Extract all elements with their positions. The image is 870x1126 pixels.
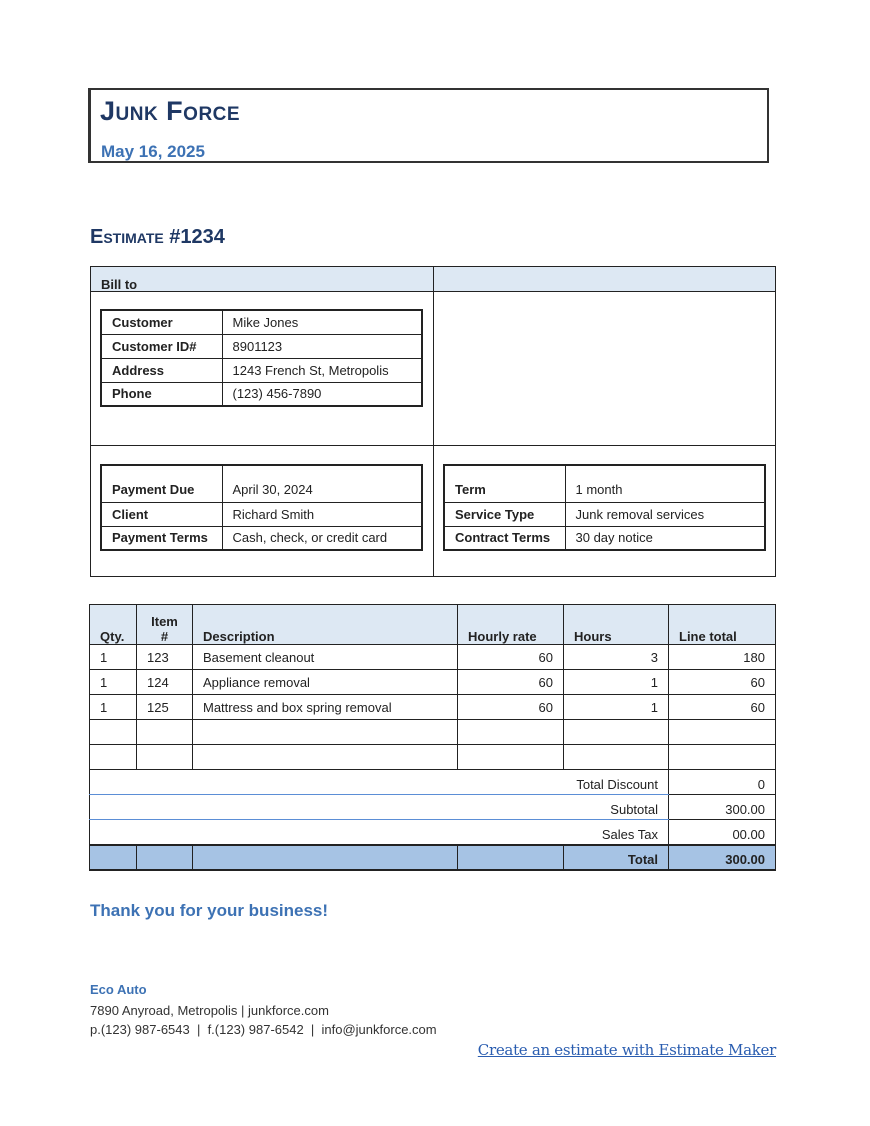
term-label: Term	[444, 465, 565, 502]
payment-terms-label: Payment Terms	[101, 526, 222, 550]
client-value: Richard Smith	[222, 502, 422, 526]
address-row	[101, 358, 422, 382]
subtotal-label: Subtotal	[90, 795, 669, 820]
item-number-cell: 123	[137, 645, 193, 670]
total-row	[90, 845, 776, 870]
payment-due-row	[101, 465, 422, 502]
address-value: 1243 French St, Metropolis	[222, 358, 422, 382]
contract-terms-row	[444, 526, 765, 550]
item-header-line2: #	[160, 629, 169, 644]
empty-cell	[90, 720, 137, 745]
phone-label: Phone	[101, 382, 222, 406]
hours-header: Hours	[564, 605, 669, 645]
sales-tax-label: Sales Tax	[90, 820, 669, 845]
customer-id-row	[101, 334, 422, 358]
contract-terms-label: Contract Terms	[444, 526, 565, 550]
empty-cell	[193, 745, 458, 770]
total-label: Total	[564, 845, 669, 870]
description-cell: Basement cleanout	[193, 645, 458, 670]
bill-to-label: Bill to	[101, 277, 138, 292]
client-row	[101, 502, 422, 526]
estimate-date: May 16, 2025	[101, 142, 205, 161]
table-row	[90, 695, 776, 720]
empty-row	[90, 745, 776, 770]
empty-cell	[669, 745, 776, 770]
service-type-row	[444, 502, 765, 526]
payment-terms-value: Cash, check, or credit card	[222, 526, 422, 550]
empty-cell	[669, 720, 776, 745]
empty-cell	[564, 720, 669, 745]
payment-terms-row	[101, 526, 422, 550]
empty-row	[90, 720, 776, 745]
item-number-cell: 125	[137, 695, 193, 720]
total-discount-label: Total Discount	[90, 770, 669, 795]
term-row	[444, 465, 765, 502]
empty-cell	[193, 720, 458, 745]
line-total-header: Line total	[669, 605, 776, 645]
line-items-table	[89, 604, 776, 871]
term-value: 1 month	[565, 465, 765, 502]
qty-cell: 1	[90, 645, 137, 670]
payment-info-table	[100, 464, 423, 551]
item-header-line1: Item	[151, 614, 178, 629]
phone-value: (123) 456-7890	[222, 382, 422, 406]
terms-info-table	[443, 464, 766, 551]
customer-label: Customer	[101, 310, 222, 334]
estimate-title: Estimate #1234	[90, 226, 225, 248]
customer-id-value: 8901123	[222, 334, 422, 358]
table-row	[90, 670, 776, 695]
total-discount-value: 0	[669, 770, 776, 795]
description-header: Description	[193, 605, 458, 645]
subtotal-row	[90, 795, 776, 820]
client-label: Client	[101, 502, 222, 526]
hourly-rate-cell: 60	[458, 645, 564, 670]
bill-to-section	[90, 266, 776, 577]
sales-tax-value: 00.00	[669, 820, 776, 845]
payment-due-label: Payment Due	[101, 465, 222, 502]
bill-to-divider-vertical	[433, 267, 434, 576]
total-fill-cell	[90, 845, 137, 870]
phone-row	[101, 382, 422, 406]
empty-cell	[564, 745, 669, 770]
customer-value: Mike Jones	[222, 310, 422, 334]
description-cell: Appliance removal	[193, 670, 458, 695]
qty-cell: 1	[90, 670, 137, 695]
empty-cell	[137, 745, 193, 770]
line-total-cell: 60	[669, 670, 776, 695]
empty-cell	[90, 745, 137, 770]
discount-row	[90, 770, 776, 795]
bill-to-divider-horizontal	[91, 445, 775, 446]
empty-cell	[137, 720, 193, 745]
footer-address: 7890 Anyroad, Metropolis | junkforce.com	[90, 1003, 329, 1018]
footer-company-name: Eco Auto	[90, 982, 147, 997]
empty-cell	[458, 745, 564, 770]
company-name: Junk Force	[100, 96, 241, 126]
hours-cell: 3	[564, 645, 669, 670]
customer-row	[101, 310, 422, 334]
estimate-maker-link[interactable]: Create an estimate with Estimate Maker	[477, 1041, 776, 1059]
hours-cell: 1	[564, 670, 669, 695]
footer-contact: p.(123) 987-6543 | f.(123) 987-6542 | info@junkforce.com	[90, 1022, 437, 1037]
total-fill-cell	[137, 845, 193, 870]
subtotal-value: 300.00	[669, 795, 776, 820]
line-total-cell: 180	[669, 645, 776, 670]
service-type-label: Service Type	[444, 502, 565, 526]
hours-cell: 1	[564, 695, 669, 720]
customer-id-label: Customer ID#	[101, 334, 222, 358]
total-value: 300.00	[669, 845, 776, 870]
thank-you-message: Thank you for your business!	[90, 901, 329, 920]
qty-header: Qty.	[90, 605, 137, 645]
total-fill-cell	[193, 845, 458, 870]
customer-info-table	[100, 309, 423, 407]
description-cell: Mattress and box spring removal	[193, 695, 458, 720]
line-total-cell: 60	[669, 695, 776, 720]
line-items-header	[90, 605, 776, 645]
table-row	[90, 645, 776, 670]
item-number-cell: 124	[137, 670, 193, 695]
hourly-rate-cell: 60	[458, 695, 564, 720]
qty-cell: 1	[90, 695, 137, 720]
contract-terms-value: 30 day notice	[565, 526, 765, 550]
payment-due-value: April 30, 2024	[222, 465, 422, 502]
service-type-value: Junk removal services	[565, 502, 765, 526]
total-fill-cell	[458, 845, 564, 870]
address-label: Address	[101, 358, 222, 382]
bill-to-header-bar-right	[434, 267, 775, 292]
sales-tax-row	[90, 820, 776, 845]
item-number-header	[137, 605, 193, 645]
empty-cell	[458, 720, 564, 745]
hourly-rate-cell: 60	[458, 670, 564, 695]
hourly-rate-header: Hourly rate	[458, 605, 564, 645]
bill-to-header-bar	[91, 267, 433, 292]
